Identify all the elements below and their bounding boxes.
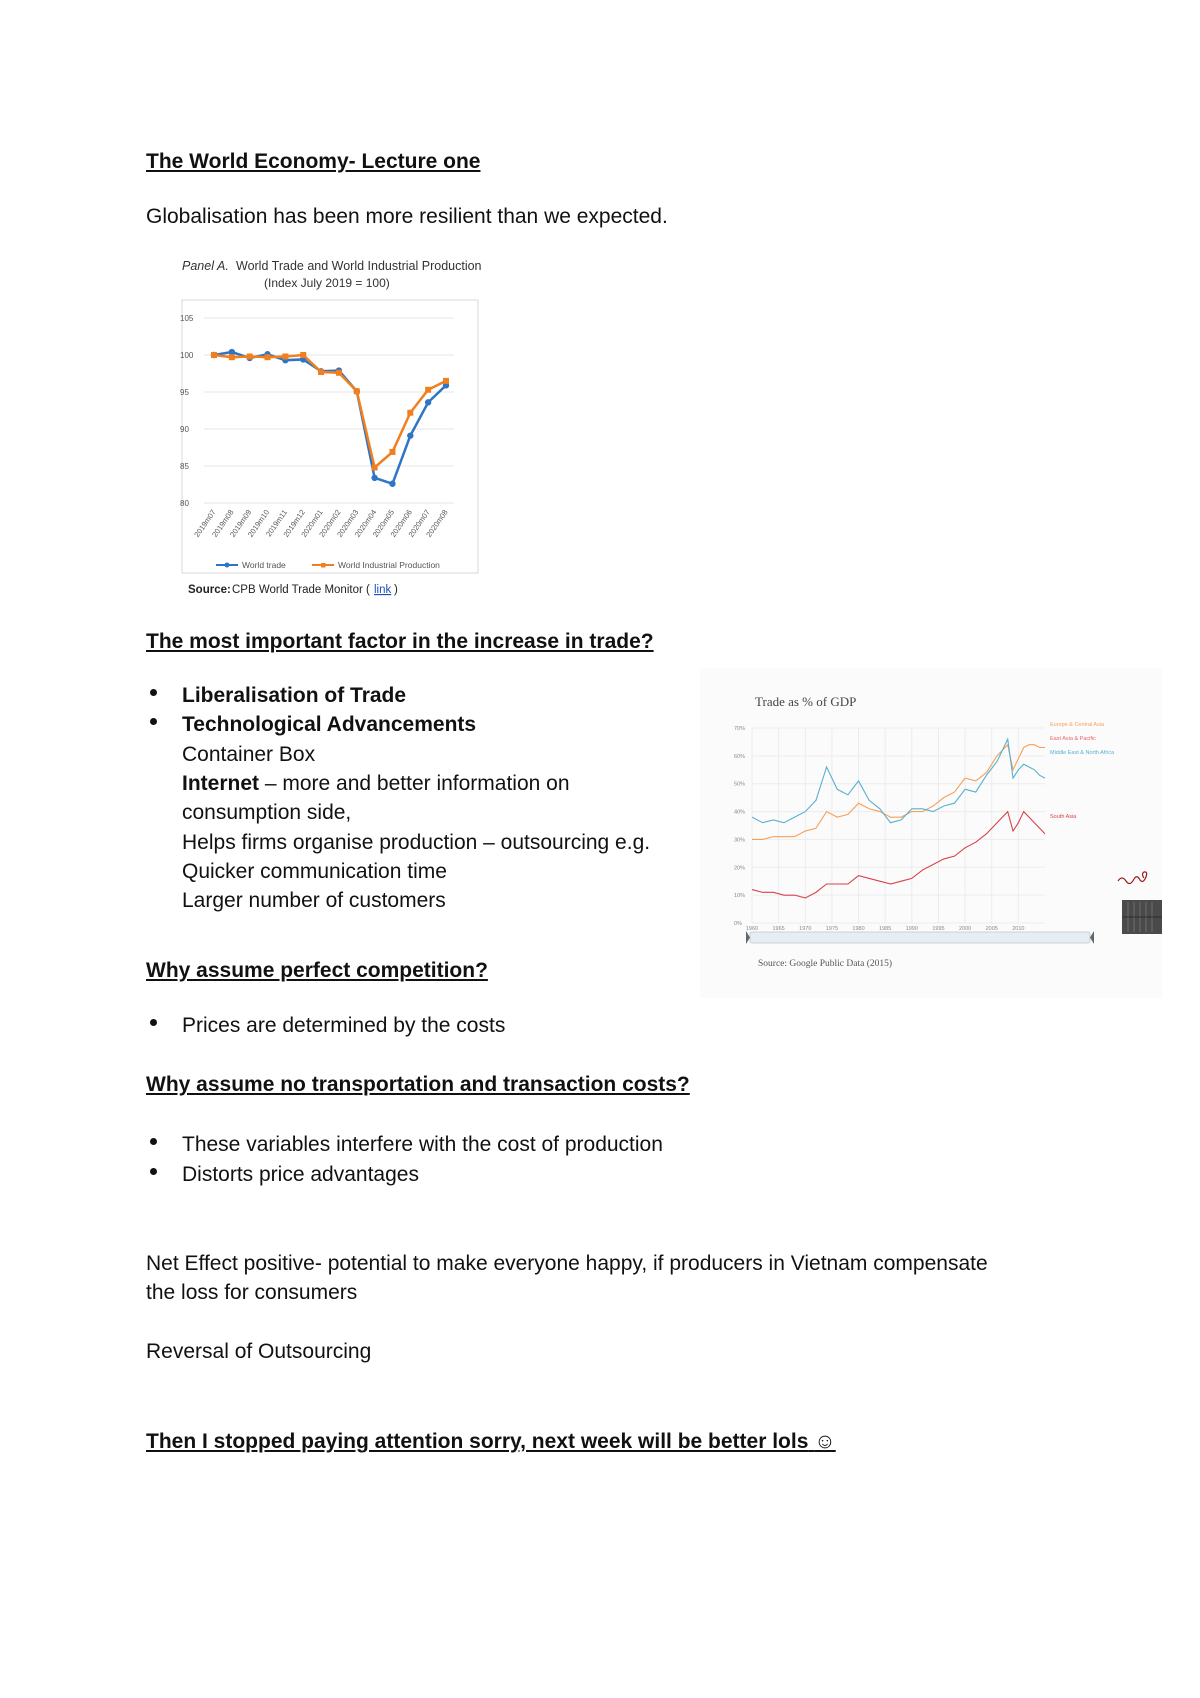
chart2-ytick-label: 30% bbox=[734, 837, 746, 844]
internet-text: – more and better information on bbox=[259, 772, 570, 795]
chart2-xtick-label: 1980 bbox=[852, 926, 865, 932]
heading-trade-factor: The most important factor in the increase in trade? bbox=[146, 630, 654, 653]
chart1-legend-label: World Industrial Production bbox=[338, 560, 440, 570]
intro-text: Globalisation has been more resilient than we expected. bbox=[146, 205, 668, 228]
world-trade-figure bbox=[176, 232, 496, 602]
chart2-ytick-label: 40% bbox=[734, 809, 746, 816]
chart1-xtick-label: 2020m04 bbox=[352, 507, 379, 539]
chart1-ytick-label: 90 bbox=[180, 425, 189, 434]
chart2-ytick-label: 0% bbox=[734, 921, 742, 927]
trade-gdp-chart bbox=[700, 668, 1162, 998]
chart2-xtick-label: 1985 bbox=[879, 926, 892, 932]
chart1-title-italic: Panel A. bbox=[182, 259, 229, 273]
chart1-point bbox=[389, 449, 395, 455]
net-effect-line2: the loss for consumers bbox=[146, 1281, 358, 1304]
chart1-ytick-label: 85 bbox=[180, 462, 189, 471]
chart2-series-label: Middle East & North Africa bbox=[1050, 750, 1115, 756]
chart1-point bbox=[389, 481, 395, 487]
scribble-icon bbox=[1118, 872, 1147, 884]
chart2-ytick-label: 10% bbox=[734, 893, 746, 900]
chart2-title: Trade as % of GDP bbox=[755, 694, 857, 709]
internet-label: Internet bbox=[182, 772, 260, 795]
bullet-dot bbox=[150, 718, 157, 725]
chart1-source-text: CPB World Trade Monitor ( bbox=[232, 584, 370, 596]
bullet-technology: Technological Advancements bbox=[182, 713, 477, 736]
chart2-series-label: South Asia bbox=[1050, 814, 1077, 820]
chart2-ytick-label: 70% bbox=[734, 726, 746, 732]
heading-transport-costs: Why assume no transportation and transaction costs? bbox=[146, 1073, 690, 1096]
chart1-point bbox=[282, 353, 288, 359]
chart2-xtick-label: 1960 bbox=[745, 926, 759, 932]
chart1-point bbox=[407, 410, 413, 416]
chart1-xtick-label: 2019m11 bbox=[264, 507, 290, 539]
trade-gdp-figure bbox=[700, 668, 1162, 998]
chart1-xtick-label: 2019m12 bbox=[281, 507, 307, 539]
chart2-xtick-label: 1975 bbox=[825, 926, 839, 932]
slider-right-handle-icon[interactable] bbox=[1090, 931, 1094, 944]
chart2-ytick-label: 50% bbox=[734, 781, 746, 788]
sub-container-box: Container Box bbox=[182, 743, 316, 766]
chart1-xtick-label: 2019m07 bbox=[192, 507, 218, 539]
bullet-dot bbox=[150, 1019, 157, 1026]
chart2-xtick-label: 1965 bbox=[772, 926, 785, 932]
chart1-ytick-label: 100 bbox=[180, 351, 194, 360]
chart1-source-end: ) bbox=[394, 584, 398, 596]
bullet-dot bbox=[150, 1168, 157, 1175]
smiley-icon: ☺ bbox=[814, 1430, 836, 1453]
chart1-point bbox=[265, 354, 271, 360]
bullet-prices-costs: Prices are determined by the costs bbox=[182, 1014, 506, 1037]
reversal-text: Reversal of Outsourcing bbox=[146, 1340, 372, 1363]
chart1-legend-marker bbox=[321, 563, 326, 568]
chart2-xtick-label: 2000 bbox=[958, 926, 972, 932]
chart1-xtick-label: 2020m03 bbox=[335, 507, 361, 539]
bullet-dot bbox=[150, 689, 157, 696]
chart1-xtick-label: 2019m09 bbox=[228, 507, 254, 539]
chart2-ytick-label: 20% bbox=[734, 865, 746, 872]
chart1-point bbox=[229, 354, 235, 360]
bullet-liberalisation: Liberalisation of Trade bbox=[182, 684, 407, 707]
sub-quicker: Quicker communication time bbox=[182, 860, 447, 883]
slider-left-handle-icon[interactable] bbox=[746, 931, 750, 944]
chart1-xtick-label: 2019m10 bbox=[245, 507, 272, 539]
chart2-series-label: Europe & Central Asia bbox=[1050, 722, 1105, 728]
chart1-xtick-label: 2020m01 bbox=[299, 507, 325, 539]
chart1-xtick-label: 2020m06 bbox=[388, 507, 414, 539]
sub-consumption: consumption side, bbox=[182, 801, 352, 824]
chart2-xtick-label: 1990 bbox=[905, 926, 918, 932]
chart2-ytick-label: 60% bbox=[734, 753, 746, 760]
chart1-point bbox=[443, 378, 449, 384]
chart1-title: World Trade and World Industrial Production bbox=[236, 259, 482, 273]
chart1-point bbox=[425, 399, 431, 405]
chart2-series-line bbox=[752, 812, 1045, 898]
heading-perfect-competition: Why assume perfect competition? bbox=[146, 959, 488, 982]
chart1-point bbox=[211, 352, 217, 358]
chart1-point bbox=[247, 353, 253, 359]
chart1-point bbox=[425, 387, 431, 393]
chart1-xtick-label: 2020m07 bbox=[406, 507, 432, 539]
chart2-range-slider[interactable] bbox=[750, 932, 1090, 943]
chart1-point bbox=[300, 352, 306, 358]
chart1-xtick-label: 2019m08 bbox=[210, 507, 236, 539]
chart2-xtick-label: 2010 bbox=[1012, 926, 1025, 932]
chart1-source-link[interactable]: link bbox=[374, 584, 392, 596]
chart1-point bbox=[371, 475, 377, 481]
chart1-ytick-label: 105 bbox=[180, 314, 194, 323]
chart2-xtick-label: 1970 bbox=[799, 926, 812, 932]
sub-larger: Larger number of customers bbox=[182, 889, 446, 912]
closing-line: Then I stopped paying attention sorry, next week will be better lols bbox=[146, 1430, 809, 1453]
chart1-point bbox=[336, 370, 342, 376]
closing-text bbox=[146, 1429, 836, 1455]
bullet-interfere: These variables interfere with the cost of production bbox=[182, 1133, 663, 1156]
chart1-legend-label: World trade bbox=[242, 560, 286, 570]
bullet-dot bbox=[150, 1138, 157, 1145]
chart1-legend-marker bbox=[225, 563, 230, 568]
chart1-ytick-label: 95 bbox=[180, 388, 189, 397]
net-effect-line1: Net Effect positive- potential to make everyone happy, if producers in Vietnam compensate bbox=[146, 1252, 988, 1275]
chart1-xtick-label: 2020m05 bbox=[370, 507, 397, 539]
chart1-point bbox=[407, 432, 413, 438]
world-trade-chart bbox=[176, 232, 496, 602]
chart2-xtick-label: 2005 bbox=[985, 926, 998, 932]
chart2-series-label: East Asia & Pacific bbox=[1050, 736, 1096, 742]
page-title: The World Economy- Lecture one bbox=[146, 150, 481, 173]
bullet-distorts: Distorts price advantages bbox=[182, 1163, 419, 1186]
chart1-point bbox=[372, 464, 378, 470]
container-stack-icon bbox=[1122, 900, 1162, 934]
chart1-xtick-label: 2020m08 bbox=[424, 507, 450, 539]
chart2-series-line bbox=[752, 745, 1045, 840]
chart1-source-label: Source: bbox=[188, 584, 231, 596]
sub-helps-firms: Helps firms organise production – outsourcing e.g. bbox=[182, 831, 651, 854]
chart2-source: Source: Google Public Data (2015) bbox=[758, 959, 893, 969]
chart1-ytick-label: 80 bbox=[180, 499, 189, 508]
chart1-point bbox=[354, 388, 360, 394]
sub-internet bbox=[182, 771, 570, 797]
chart2-xtick-label: 1995 bbox=[932, 926, 945, 932]
chart1-point bbox=[318, 369, 324, 375]
chart1-subtitle: (Index July 2019 = 100) bbox=[264, 276, 390, 290]
chart1-xtick-label: 2020m02 bbox=[317, 507, 343, 539]
